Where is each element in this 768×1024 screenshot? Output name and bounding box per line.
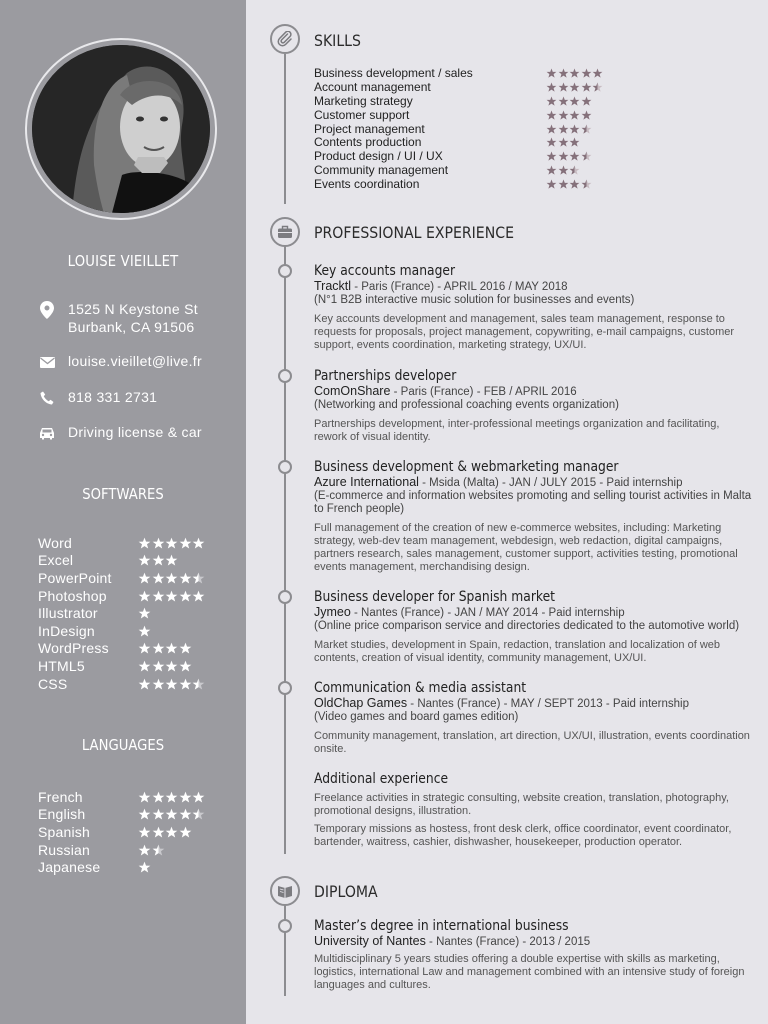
star-icon	[546, 96, 557, 106]
star-icon	[179, 572, 192, 584]
softwares-label: Word	[38, 534, 72, 551]
phone-icon	[38, 389, 56, 407]
book-icon	[270, 876, 300, 906]
job-details: - Nantes (France) - JAN / MAY 2014 - Paid internship	[350, 607, 625, 619]
softwares-row	[38, 640, 218, 658]
languages-label: Spanish	[38, 823, 90, 840]
languages-row	[38, 823, 218, 841]
star-icon	[179, 660, 192, 672]
star-icon	[152, 554, 165, 566]
half-star-icon	[569, 165, 580, 175]
job-description: Market studies, development in Spain, redaction, translation and localization of web contents, creation of visual identity, community management, UX/UI.	[314, 639, 721, 664]
star-rating	[138, 808, 206, 820]
star-rating	[138, 660, 192, 672]
star-icon	[558, 96, 569, 106]
languages-row	[38, 858, 218, 876]
star-icon	[152, 808, 165, 820]
diploma-entry	[314, 917, 754, 992]
star-icon	[138, 826, 151, 838]
job-entry	[314, 367, 754, 444]
star-icon	[569, 137, 580, 147]
softwares-title: SOFTWARES	[82, 485, 164, 503]
half-star-icon	[192, 678, 205, 690]
job-company: Jymeo	[314, 605, 351, 619]
languages-label: Japanese	[38, 859, 101, 876]
job-description: Partnerships development, inter-professional meetings organization and facilitating, rework of visual identity.	[314, 418, 720, 443]
star-icon	[165, 554, 178, 566]
license-block	[38, 423, 202, 442]
license-text: Driving license & car	[68, 424, 202, 440]
softwares-label: Illustrator	[38, 605, 98, 622]
skills-row	[314, 135, 634, 149]
star-icon	[546, 151, 557, 161]
star-icon	[558, 151, 569, 161]
paperclip-icon	[270, 24, 300, 54]
job-company: OldChap Games	[314, 696, 408, 710]
skills-title: SKILLS	[314, 31, 361, 50]
email-text[interactable]: louise.vieillet@live.fr	[68, 353, 202, 369]
star-rating	[138, 590, 206, 602]
languages-title: LANGUAGES	[81, 736, 165, 754]
star-icon	[165, 678, 178, 690]
phone-text: 818 331 2731	[68, 389, 158, 405]
star-icon	[192, 590, 205, 602]
skills-list	[314, 66, 634, 191]
star-icon	[546, 124, 557, 134]
half-star-icon	[192, 808, 205, 820]
star-icon	[138, 554, 151, 566]
skills-label: Product design / UI / UX	[314, 149, 443, 164]
skills-label: Marketing strategy	[314, 93, 413, 108]
star-icon	[592, 68, 603, 78]
timeline-experience	[284, 244, 286, 854]
timeline-dot	[278, 460, 292, 474]
softwares-label: Photoshop	[38, 587, 107, 604]
envelope-icon	[38, 353, 56, 371]
skills-label: Community management	[314, 163, 449, 178]
star-icon	[179, 590, 192, 602]
star-icon	[138, 861, 151, 873]
half-star-icon	[592, 82, 603, 92]
star-icon	[179, 537, 192, 549]
diploma-title: DIPLOMA	[314, 882, 378, 901]
star-icon	[546, 110, 557, 120]
star-rating	[138, 678, 206, 690]
diploma-description: Multidisciplinary 5 years studies offering a double expertise with skills as marketing, logistics, international Law and management combined with an intensive study of foreign languages and cultures.	[314, 953, 745, 991]
star-icon	[192, 537, 205, 549]
star-icon	[138, 625, 151, 637]
star-rating	[546, 179, 592, 189]
softwares-row	[38, 622, 218, 640]
star-icon	[165, 590, 178, 602]
star-icon	[138, 607, 151, 619]
star-icon	[165, 572, 178, 584]
job-title: Key accounts manager	[314, 263, 456, 279]
softwares-row	[38, 534, 218, 552]
location-pin-icon	[38, 301, 56, 319]
softwares-row	[38, 569, 218, 587]
star-icon	[179, 826, 192, 838]
star-icon	[152, 826, 165, 838]
additional-title: Additional experience	[314, 771, 449, 787]
briefcase-icon	[270, 217, 300, 247]
star-rating	[546, 137, 581, 147]
star-icon	[558, 124, 569, 134]
star-icon	[152, 537, 165, 549]
star-icon	[546, 137, 557, 147]
star-rating	[138, 791, 206, 803]
star-icon	[165, 808, 178, 820]
half-star-icon	[192, 572, 205, 584]
half-star-icon	[581, 151, 592, 161]
star-rating	[138, 826, 192, 838]
portrait-image	[32, 45, 210, 213]
timeline-dot	[278, 264, 292, 278]
star-icon	[179, 791, 192, 803]
job-company: Tracktl	[314, 279, 352, 293]
job-subtitle: (N°1 B2B interactive music solution for businesses and events)	[314, 294, 635, 306]
star-rating	[138, 554, 179, 566]
star-icon	[152, 572, 165, 584]
timeline-dot	[278, 919, 292, 933]
star-icon	[152, 678, 165, 690]
softwares-label: Excel	[38, 552, 74, 569]
softwares-label: PowerPoint	[38, 569, 112, 586]
star-rating	[138, 537, 206, 549]
skills-row	[314, 66, 634, 80]
languages-label: Russian	[38, 841, 90, 858]
job-details: - Msida (Malta) - JAN / JULY 2015 - Paid internship	[418, 477, 683, 489]
star-rating	[138, 861, 152, 873]
star-icon	[558, 68, 569, 78]
job-entry	[314, 588, 754, 665]
languages-list	[38, 788, 218, 876]
timeline-skills	[284, 54, 286, 204]
star-icon	[138, 537, 151, 549]
skills-row	[314, 177, 634, 191]
skills-label: Business development / sales	[314, 65, 473, 80]
star-icon	[558, 110, 569, 120]
additional-line2: Temporary missions as hostess, front desk clerk, office coordinator, event coordinator, bartender, waitress, cashier, dishwasher, housekeeper, production operator.	[314, 823, 732, 848]
job-entry	[314, 262, 754, 352]
star-icon	[179, 642, 192, 654]
star-icon	[165, 642, 178, 654]
star-icon	[165, 660, 178, 672]
star-rating	[546, 151, 592, 161]
star-icon	[152, 791, 165, 803]
timeline-dot	[278, 369, 292, 383]
star-rating	[138, 572, 206, 584]
star-icon	[546, 165, 557, 175]
star-icon	[152, 642, 165, 654]
additional-line1: Freelance activities in strategic consulting, website creation, translation, photography, promotional designs, illustration.	[314, 792, 729, 817]
skills-row	[314, 108, 634, 122]
star-icon	[138, 572, 151, 584]
softwares-row	[38, 552, 218, 570]
star-icon	[165, 826, 178, 838]
star-icon	[179, 678, 192, 690]
half-star-icon	[581, 179, 592, 189]
star-rating	[138, 642, 192, 654]
address-line1: 1525 N Keystone St	[68, 301, 198, 317]
skills-label: Account management	[314, 79, 431, 94]
job-entry	[314, 679, 754, 756]
softwares-label: InDesign	[38, 622, 95, 639]
star-icon	[192, 791, 205, 803]
job-company: ComOnShare	[314, 384, 391, 398]
job-description: Key accounts development and management, sales team management, response to requests for proposals, project management, copywriting, e-mail campaigns, customer support, events coordination, marketing strategy, UX/UI.	[314, 313, 735, 351]
languages-label: French	[38, 788, 83, 805]
job-title: Business development & webmarketing manager	[314, 459, 619, 475]
star-rating	[138, 625, 152, 637]
star-icon	[546, 68, 557, 78]
star-icon	[138, 590, 151, 602]
star-rating	[138, 844, 165, 856]
skills-label: Project management	[314, 121, 425, 136]
star-rating	[138, 607, 152, 619]
job-subtitle: (Online price comparison service and directories dedicated to the automotive world)	[314, 620, 740, 632]
softwares-label: CSS	[38, 675, 68, 692]
skills-row	[314, 94, 634, 108]
address-block	[38, 300, 198, 336]
softwares-row	[38, 587, 218, 605]
job-description: Community management, translation, art direction, UX/UI, illustration, events coordination onsite.	[314, 730, 750, 755]
star-icon	[138, 791, 151, 803]
job-subtitle: (E-commerce and information websites promoting and selling tourist activities in Malta to French people)	[314, 490, 752, 515]
star-icon	[569, 82, 580, 92]
star-icon	[581, 110, 592, 120]
star-icon	[569, 179, 580, 189]
email-block	[38, 352, 202, 371]
star-icon	[179, 808, 192, 820]
star-rating	[546, 82, 604, 92]
school-name: University of Nantes	[314, 934, 426, 948]
star-icon	[138, 642, 151, 654]
sidebar	[0, 0, 246, 1024]
timeline-dot	[278, 590, 292, 604]
softwares-row	[38, 675, 218, 693]
softwares-list	[38, 534, 218, 692]
star-icon	[152, 590, 165, 602]
languages-label: English	[38, 806, 86, 823]
star-icon	[569, 124, 580, 134]
star-icon	[581, 68, 592, 78]
timeline-dot	[278, 681, 292, 695]
softwares-label: WordPress	[38, 640, 109, 657]
star-icon	[138, 678, 151, 690]
star-icon	[569, 110, 580, 120]
profile-name: LOUISE VIEILLET	[67, 252, 179, 270]
star-rating	[546, 110, 592, 120]
address-line2: Burbank, CA 91506	[68, 319, 195, 335]
star-icon	[138, 844, 151, 856]
half-star-icon	[581, 124, 592, 134]
timeline-diploma	[284, 904, 286, 996]
star-rating	[546, 96, 592, 106]
star-rating	[546, 68, 604, 78]
star-icon	[569, 68, 580, 78]
job-company: Azure International	[314, 475, 419, 489]
softwares-label: HTML5	[38, 657, 85, 674]
star-icon	[546, 179, 557, 189]
job-subtitle: (Networking and professional coaching events organization)	[314, 399, 619, 411]
skills-label: Customer support	[314, 107, 410, 122]
job-details: - Paris (France) - FEB / APRIL 2016	[390, 386, 577, 398]
phone-block	[38, 388, 157, 407]
school-details: - Nantes (France) - 2013 / 2015	[425, 936, 591, 948]
languages-row	[38, 841, 218, 859]
star-icon	[138, 660, 151, 672]
job-title: Communication & media assistant	[314, 680, 527, 696]
star-icon	[165, 791, 178, 803]
star-icon	[558, 165, 569, 175]
softwares-row	[38, 657, 218, 675]
star-icon	[138, 808, 151, 820]
experience-title: PROFESSIONAL EXPERIENCE	[314, 223, 514, 242]
skills-row	[314, 149, 634, 163]
star-icon	[558, 137, 569, 147]
star-icon	[165, 537, 178, 549]
star-icon	[581, 82, 592, 92]
star-icon	[569, 96, 580, 106]
job-title: Business developer for Spanish market	[314, 589, 556, 605]
additional-experience	[314, 770, 754, 849]
languages-row	[38, 806, 218, 824]
languages-row	[38, 788, 218, 806]
job-title: Partnerships developer	[314, 368, 457, 384]
skills-row	[314, 163, 634, 177]
car-icon	[38, 424, 56, 442]
skills-label: Contents production	[314, 135, 422, 150]
job-subtitle: (Video games and board games edition)	[314, 711, 519, 723]
star-icon	[546, 82, 557, 92]
softwares-row	[38, 604, 218, 622]
half-star-icon	[152, 844, 165, 856]
job-entry	[314, 458, 754, 574]
job-details: - Nantes (France) - MAY / SEPT 2013 - Paid internship	[407, 698, 689, 710]
star-icon	[152, 660, 165, 672]
job-description: Full management of the creation of new e-commerce websites, including: Marketing strategy, web-dev team management, webdesign, web redaction, digital campaigns, partners research, sales management, customer support, activities testing, promotional events management, merchandising design.	[314, 522, 738, 573]
degree-title: Master’s degree in international business	[314, 918, 569, 934]
skills-row	[314, 122, 634, 136]
skills-label: Events coordination	[314, 177, 420, 192]
star-rating	[546, 165, 581, 175]
job-details: - Paris (France) - APRIL 2016 / MAY 2018	[351, 281, 568, 293]
profile-photo	[32, 45, 210, 213]
star-icon	[558, 82, 569, 92]
star-icon	[558, 179, 569, 189]
skills-row	[314, 80, 634, 94]
star-icon	[569, 151, 580, 161]
star-rating	[546, 124, 592, 134]
star-icon	[581, 96, 592, 106]
